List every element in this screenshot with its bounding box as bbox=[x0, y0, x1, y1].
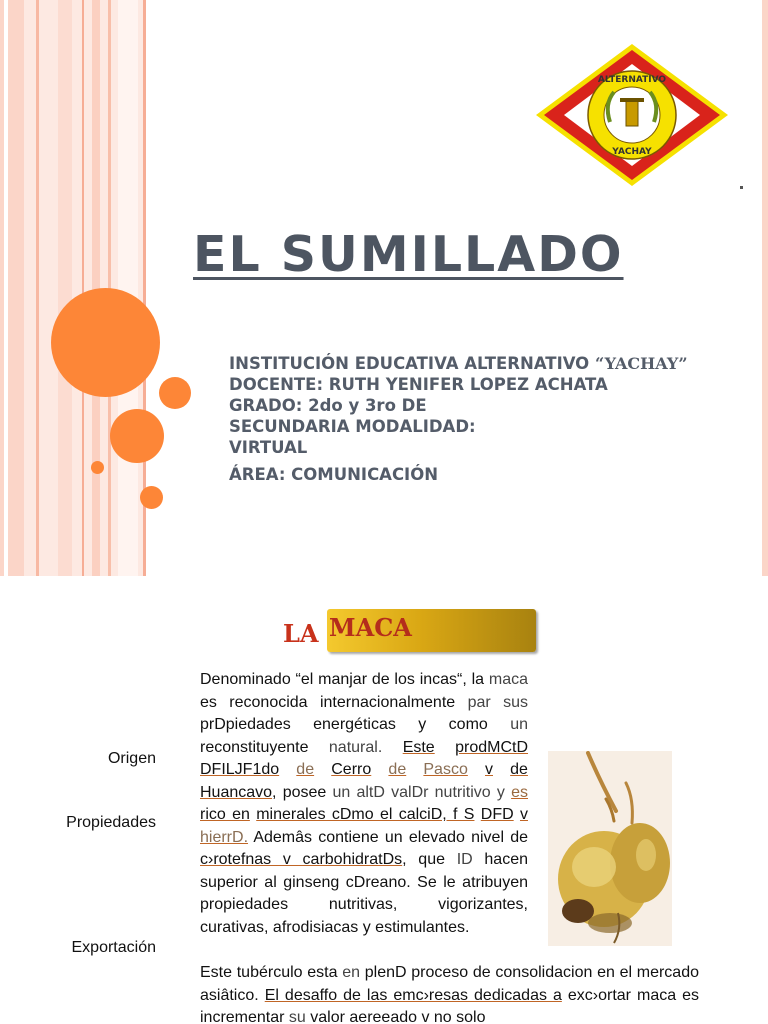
para1-text: hacen superior al ginseng cDreano. Se le atribuyen propiedades nutritivas, vigorizantes, curativas, afrodisiacas y estimulantes. bbox=[200, 851, 528, 936]
para1-underlined-text: rico en bbox=[200, 806, 250, 823]
para1-underlined-text: es bbox=[511, 783, 528, 801]
para2-text: Este tubérculo esta bbox=[200, 964, 343, 981]
para1-text: natural. bbox=[328, 738, 383, 756]
para1-underlined-text: minerales cDmo el calciD, f S bbox=[256, 806, 475, 823]
para1-underlined-text: c›rotefnas v carbohidratDs bbox=[200, 851, 403, 868]
para1-text bbox=[314, 761, 331, 778]
grade-line-1: GRADO: 2do y 3ro DE bbox=[229, 396, 427, 415]
maca-description-paragraph bbox=[200, 669, 528, 939]
left-stripe bbox=[82, 0, 84, 576]
para2-text: plenD proceso de consolidacion en el mercado asiâtico. bbox=[200, 964, 700, 1004]
para1-text bbox=[279, 761, 296, 778]
para1-underlined-text: Cerro bbox=[331, 761, 372, 778]
label-propiedades: Propiedades bbox=[66, 814, 156, 831]
left-stripe bbox=[8, 0, 24, 576]
para1-underlined-text: DFD bbox=[480, 806, 514, 823]
institution-name: “YACHAY” bbox=[594, 354, 688, 373]
para2-text: su bbox=[288, 1009, 306, 1024]
para2-underlined-text: El desaffo de las emc›resas dedicadas a bbox=[264, 986, 562, 1004]
para1-text: Ademâs contiene un elevado nivel de bbox=[248, 828, 528, 846]
para1-underlined-text: Este bbox=[402, 738, 435, 756]
para2-text: exc›ortar maca es incrementar bbox=[200, 986, 700, 1024]
logo-dot bbox=[740, 186, 743, 189]
para1-text: , posee bbox=[272, 783, 333, 801]
maca-slide bbox=[0, 576, 768, 1024]
para1-underlined-text: v bbox=[519, 806, 528, 823]
left-stripe bbox=[58, 0, 72, 576]
para1-underlined-text: v bbox=[485, 761, 493, 778]
label-exportacion: Exportación bbox=[71, 939, 156, 956]
maca-banner bbox=[283, 609, 536, 652]
para1-text bbox=[468, 761, 485, 778]
para1-underlined-text: prodMCtD DFILJF1do bbox=[200, 738, 529, 778]
logo-text-bottom: YACHAY bbox=[612, 147, 652, 157]
para1-underlined-text: de Huancavo bbox=[200, 761, 528, 801]
decor-circle-small bbox=[91, 461, 104, 474]
decor-circle bbox=[159, 377, 191, 409]
para1-text: par sus bbox=[467, 693, 529, 711]
para1-text: prDpiedades energéticas y como bbox=[200, 716, 511, 733]
para1-text: , que bbox=[402, 851, 457, 868]
left-edge-stripe bbox=[0, 0, 4, 576]
grade-line-3: VIRTUAL bbox=[229, 438, 308, 457]
para1-text: Denominado “el manjar de los incas“, la bbox=[200, 671, 489, 688]
para1-text: un altD valDr nutritivo y bbox=[332, 783, 505, 801]
para1-text bbox=[493, 761, 510, 778]
para2-text: valor aereeado v no solo bbox=[305, 1009, 486, 1024]
left-stripe bbox=[118, 0, 138, 576]
para1-underlined-text: de bbox=[296, 761, 315, 778]
para1-text bbox=[371, 761, 388, 778]
decor-circle bbox=[140, 486, 163, 509]
para1-text bbox=[406, 761, 423, 778]
para2-text: en bbox=[342, 964, 361, 981]
para1-underlined-text: hierrD. bbox=[200, 828, 249, 846]
banner-text-maca: MACA bbox=[329, 613, 412, 642]
institution-line bbox=[229, 353, 759, 374]
para1-text: es reconocida internacionalmente bbox=[200, 693, 468, 711]
label-origen: Origen bbox=[107, 750, 156, 767]
para1-text: ID bbox=[456, 851, 473, 868]
decor-circle bbox=[110, 409, 164, 463]
right-edge-stripe bbox=[762, 0, 768, 576]
left-stripe bbox=[36, 0, 39, 576]
school-logo-icon bbox=[534, 42, 730, 188]
teacher-line: DOCENTE: RUTH YENIFER LOPEZ ACHATA bbox=[229, 375, 608, 394]
para1-text: reconstituyente bbox=[200, 738, 329, 756]
para1-text bbox=[382, 739, 402, 756]
para1-text: un bbox=[510, 716, 528, 733]
institution-prefix: INSTITUCIÓN EDUCATIVA ALTERNATIVO bbox=[229, 354, 595, 373]
export-paragraph bbox=[200, 962, 699, 1024]
maca-root-photo-icon bbox=[548, 751, 672, 946]
para1-text: maca bbox=[488, 671, 528, 688]
page-title: EL SUMILLADO bbox=[193, 226, 624, 283]
info-block bbox=[229, 353, 759, 485]
para1-underlined-text: Pasco bbox=[423, 761, 468, 778]
para1-underlined-text: de bbox=[388, 761, 407, 778]
logo-text-top: ALTERNATIVO bbox=[597, 75, 667, 85]
banner-text-la: LA bbox=[283, 619, 319, 648]
para1-text bbox=[435, 739, 455, 756]
decor-circle-large bbox=[51, 288, 160, 397]
grade-line-2: SECUNDARIA MODALIDAD: bbox=[229, 417, 476, 436]
area-line: ÁREA: COMUNICACIÓN bbox=[229, 465, 439, 484]
